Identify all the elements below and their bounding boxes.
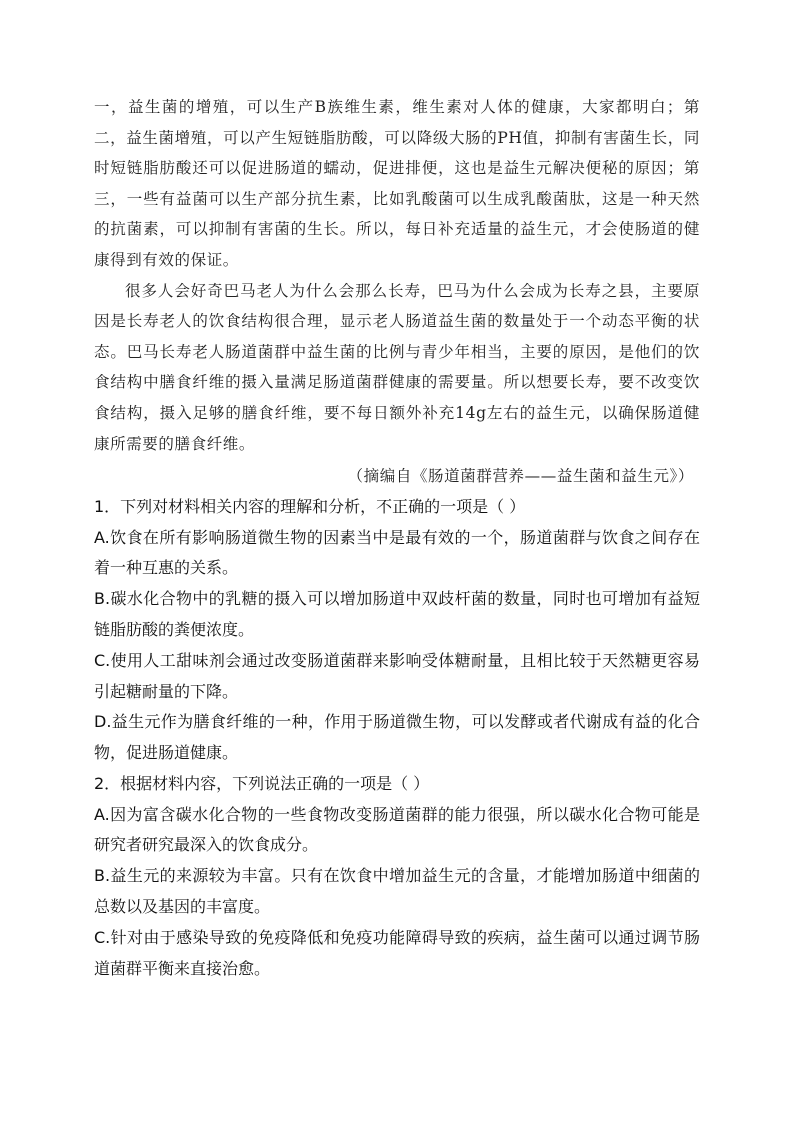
option-c: C.针对由于感染导致的免疫降低和免疫功能障碍导致的疾病，益生菌可以通过调节肠道菌群平衡来直接治愈。 <box>94 927 700 978</box>
option-a: A.因为富含碳水化合物的一些食物改变肠道菌群的能力很强，所以碳水化合物可能是研究者研究最深入的饮食成分。 <box>94 804 700 855</box>
option-b: B.碳水化合物中的乳糖的摄入可以增加肠道中双歧杆菌的数量，同时也可增加有益短链脂肪酸的粪便浓度。 <box>94 589 700 639</box>
question-list <box>94 492 700 985</box>
question-stem: 1．下列对材料相关内容的理解和分析，不正确的一项是（ ） <box>94 496 526 516</box>
option-d: D.益生元作为膳食纤维的一种，作用于肠道微生物，可以发酵或者代谢成有益的化合物，促进肠道健康。 <box>94 712 700 763</box>
passage-source: （摘编自《肠道菌群营养——益生菌和益生元》） <box>347 467 694 486</box>
document-page <box>94 92 700 984</box>
question-stem: 2．根据材料内容，下列说法正确的一项是（ ） <box>94 773 430 793</box>
question-1 <box>94 492 700 769</box>
reading-passage <box>94 92 700 492</box>
option-a: A.饮食在所有影响肠道微生物的因素当中是最有效的一个，肠道菌群与饮食之间存在着一种互惠的关系。 <box>94 527 700 578</box>
option-b: B.益生元的来源较为丰富。只有在饮食中增加益生元的含量，才能增加肠道中细菌的总数以及基因的丰富度。 <box>94 866 700 917</box>
option-c: C.使用人工甜味剂会通过改变肠道菌群来影响受体糖耐量，且相比较于天然糖更容易引起糖耐量的下降。 <box>94 650 700 701</box>
passage-paragraph-1: 一，益生菌的增殖，可以生产B族维生素，维生素对人体的健康，大家都明白；第二，益生菌增殖，可以产生短链脂肪酸，可以降级大肠的PH值，抑制有害菌生长，同时短链脂肪酸还可以促进肠道的蠕动，促进排便，这也是益生元解决便秘的原因；第三，一些有益菌可以生产部分抗生素，比如乳酸菌可以生成乳酸菌肽，这是一种天然的抗菌素，可以抑制有害菌的生长。所以，每日补充适量的益生元，才会使肠道的健康得到有效的保证。 <box>94 98 700 269</box>
passage-paragraph-2: 很多人会好奇巴马老人为什么会那么长寿，巴马为什么会成为长寿之县，主要原因是长寿老人的饮食结构很合理，显示老人肠道益生菌的数量处于一个动态平衡的状态。巴马长寿老人肠道菌群中益生菌的比例与青少年相当，主要的原因，是他们的饮食结构中膳食纤维的摄入量满足肠道菌群健康的需要量。所以想要长寿，要不改变饮食结构，摄入足够的膳食纤维，要不每日额外补充14g左右的益生元，以确保肠道健康所需要的膳食纤维。 <box>94 281 700 453</box>
question-2 <box>94 769 700 985</box>
